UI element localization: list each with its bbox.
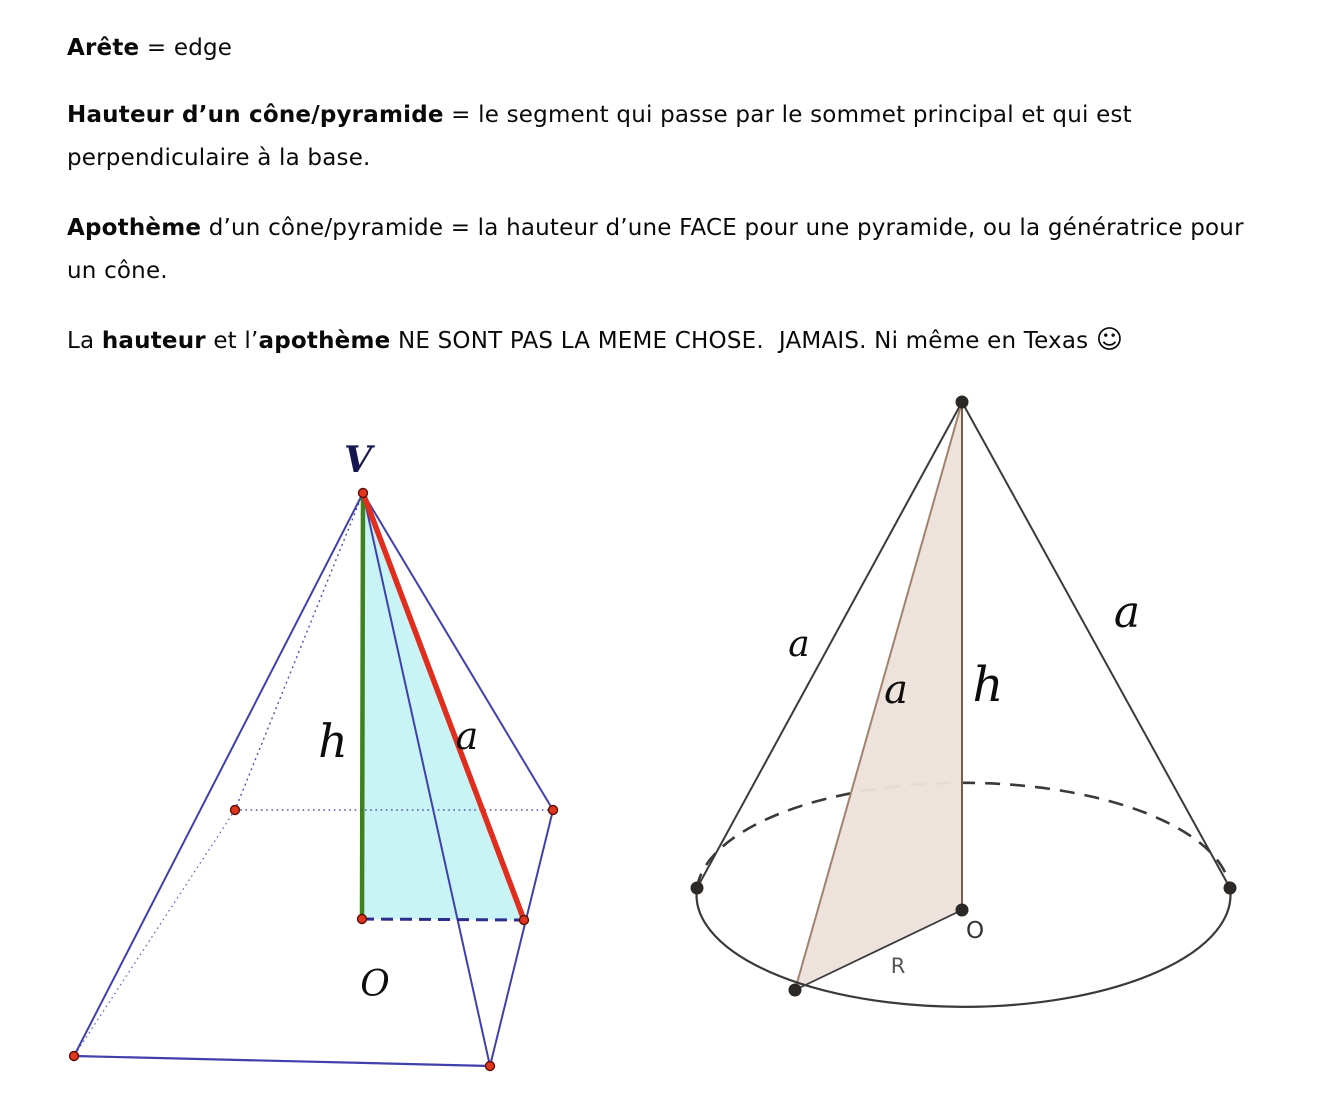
cone-center-dot [956, 904, 969, 917]
pyramid-hidden-edge-left-base [74, 810, 235, 1056]
cone-radius-label: R [890, 954, 906, 978]
pyramid-apothem-label: a [455, 714, 479, 758]
pyramid-edge-front-base [74, 1056, 490, 1066]
term-hauteur: Hauteur d’un cône/pyramide [67, 102, 444, 128]
warning-seg2: et l’ [205, 328, 259, 354]
pyramid-height-line [362, 493, 363, 919]
paragraph-warning [67, 319, 1282, 363]
paragraph-arete [67, 27, 1282, 70]
cone-apex-dot [956, 396, 969, 409]
cone-base-point-dot [789, 984, 802, 997]
cone-slant-left-label: a [788, 624, 810, 665]
pyramid-base-center-dot [358, 915, 367, 924]
cone-figure [660, 385, 1280, 1045]
pyramid-edge-apex-frontleft [74, 493, 363, 1056]
pyramid-vertex-dots [70, 489, 558, 1071]
definition-hauteur-line2: perpendiculaire à la base. [67, 145, 371, 171]
paragraph-apotheme [67, 207, 1282, 293]
definition-apotheme-line2: un cône. [67, 258, 168, 284]
definition-arete: = edge [139, 35, 233, 61]
term-arete: Arête [67, 35, 140, 61]
term-apotheme: Apothème [67, 215, 202, 241]
cone-slant-right-label: a [1113, 587, 1141, 638]
warning-term-hauteur: hauteur [101, 328, 206, 354]
warning-seg1: La [67, 328, 102, 354]
cone-right-dot [1224, 882, 1237, 895]
smiley-icon: ☺ [1095, 325, 1124, 355]
warning-term-apotheme: apothème [258, 328, 391, 354]
pyramid-frontright-dot [486, 1062, 495, 1071]
pyramid-height-label: h [318, 714, 348, 768]
pyramid-figure [40, 425, 585, 1095]
cone-base-back-arc [697, 783, 1230, 888]
cone-height-label: h [972, 657, 1004, 713]
pyramid-vertex-label: V [344, 439, 372, 481]
definition-hauteur-line1: = le segment qui passe par le sommet principal et qui est [443, 102, 1132, 128]
cone-slant-right-line [962, 402, 1230, 888]
cone-left-dot [691, 882, 704, 895]
pyramid-cross-section-dashed-base [362, 919, 524, 920]
pyramid-backleft-dot [231, 806, 240, 815]
pyramid-apothem-foot-dot [520, 916, 529, 925]
pyramid-apex-dot [359, 489, 368, 498]
warning-seg3: NE SONT PAS LA MEME CHOSE. JAMAIS. Ni même en Texas [390, 328, 1096, 354]
pyramid-center-label: O [360, 964, 390, 1005]
cone-dots [691, 396, 1237, 997]
cone-apothem-label: a [884, 667, 908, 713]
cone-center-label: O [965, 918, 985, 944]
paragraph-hauteur [67, 94, 1282, 180]
definition-apotheme-line1: d’un cône/pyramide = la hauteur d’une FACE pour une pyramide, ou la génératrice pour [201, 215, 1244, 241]
pyramid-backright-dot [549, 806, 558, 815]
pyramid-frontleft-dot [70, 1052, 79, 1061]
